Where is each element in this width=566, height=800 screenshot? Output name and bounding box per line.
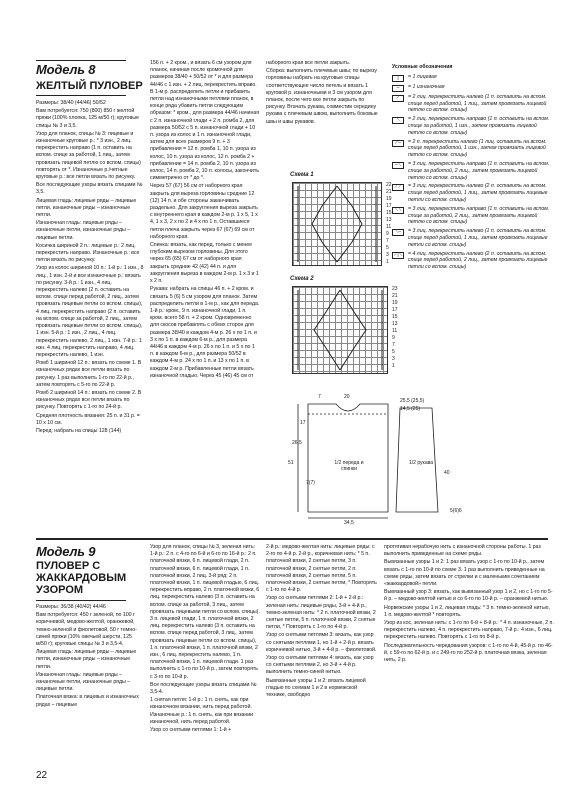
text-paragraph: Вывязанные узоры 1 и 2: вязать лицевой гладью по схемам 1 и 2 в норвежской технике, свободно (266, 677, 366, 699)
legend-row: ⟍ = 2 лиц. перекрестить направо (1 п. оставить на вспом. спице за работой, 1 изн., затем провязать лицевой петлю со вспом. спицы) (392, 116, 552, 136)
model8-column-1 (36, 100, 144, 532)
dimension-label: 34,5 (344, 520, 354, 526)
dimension-label: 25,5 (25,5) (400, 398, 425, 404)
legend-row: – = 1 изнаночная (392, 84, 552, 92)
text-paragraph: Через 57 (67) 56 см от наборного края закрыть для выреза горловины средние 12 (12) 14 п. и обе стороны заканчивать раздельно. Для закругления выреза закрыть с внутреннего края в каждом 2-м р. 1 х 5, 1 х 4, 1 х 3, 2 х по 2 и 4 х по 1 п. Оставшиеся петли плеча закрыть через 67 (67) 69 см от наборного края. (150, 183, 258, 240)
text-paragraph: Перед: набрать на спицы 128 (144) (36, 427, 122, 434)
section-divider (36, 538, 548, 540)
text-paragraph: Размеры: 36/38 (40/42) 44/46 (36, 604, 106, 610)
text-paragraph: Спинка: вязать, как перед, только с менее глубоким вырезом горловины. Для этого через 65 (65) 67 см от наборного края закрыть средние 42 (42) 44 п. и для закругления выреза в каждом 2-м р. 1 x 3 и 1 x 2 п. (150, 242, 259, 285)
text-paragraph: Узор из колос шириной 10 п.: 1-й р.: 1 изн., 8 лиц., 1 изн. 2-й и все изнаночные р.: вязать по рисунку. 3-й р.: 1 изн., 4 лиц. перекрестить налево (2 п. оставить на вспом. спице перед работой, 2 лиц., затем провязать лицевые петли со вспом. спицы), 4 лиц. перекрестить направо (2 п. оставить на вспом. спице за работой, 2 лиц., затем провязать лицевые петли со вспом. спицы), 1 изн. 5-й р.: 1 изн., 2 лиц., 4 лиц. перекрестить налево, 2 лиц., 1 изн. 7-й р.: 1 изн. 4 лиц. перекрестить направо, 4 лиц. перекрестить налево, 1 изн. (36, 265, 144, 358)
dimension-label: 20 (344, 394, 350, 400)
garment-schematic (288, 384, 458, 524)
text-paragraph: Изнаночная гладь: лицевые ряды – изнаночные петли, изнаночные ряды – лицевые петли. (36, 671, 131, 693)
dimension-label: 14,5 (25) (400, 406, 421, 412)
stitch-symbol-icon: ⟍ (392, 117, 404, 124)
text-paragraph: Вам потребуется: 450 г зеленой, по 100 г коричневой, медово-желтой, оранжевой, темно-зеленой и фиолетовой, 50 г темно-синей пряжи (10% овечьей шерсти, 125 м/50 г); круговые спицы № 3 и 3,5-4. (36, 612, 137, 648)
stitch-symbol-icon: – (392, 85, 404, 92)
model8-column-3 (266, 60, 380, 170)
text-paragraph: Рукава: набрать на спицы 46 п. + 2 кром. и связать 5 (6) 5 см узором для планок. Затем распределить петли в 1-м р., как для переда. 1-й р.: кром., 9 п. изнаночной глади, 1 п. кром. всего 58 п. + 2 кром. Одновременно для скосов прибавлять с обеих сторон для размера 38/40 в каждом 4-м р. 26 x по 1 п. и 3 x по 1 п. в каждом 6-м р., для размера 44/46 в каждом 4-м р. 26 x по 1 п. и 5 x по 1 п. в каждом 6-м р., для размера 50/52 в каждом 4-м р. 24 x по 1 п. и 13 x по 1 п. в каждом 2-м р. Прибавленные петли вязать изнаночной гладью. Через 45 (46) 45 см от (150, 286, 260, 379)
text-paragraph: Узор со снятыми петлями 2: 1-й + 2-й р.: зеленая нить: лицевые ряды, 3-й + 4-й р., темно-зеленая нить: * 2 п. платочной вязки, 2 снятые петли, 5 п. платочной вязки, 2 снятые петли, * Повторять с 1-го по 4-й р. (266, 595, 376, 631)
model9-column-2 (150, 544, 260, 754)
legend-row: –⟍ = 3 лиц. перекрестить направо (1 п. оставить на вспом. спице за работой, 2 лиц., затем провязать лицевой петлю со вспом. спицы) (392, 161, 552, 181)
schema2-label: Схема 2 (290, 276, 314, 282)
dimension-label: 7 (318, 394, 321, 400)
dimension-label: 26,5 (292, 440, 302, 446)
schema2-pattern (292, 286, 388, 374)
stitch-symbol-icon: | (392, 75, 404, 82)
text-paragraph: Все последующие узоры вязать спицами № 3,5-4. (150, 681, 257, 696)
legend-row: ⟋|⟍ = 4 лиц. перекрестить налево (2 п. оставить на вспом. спице перед работой, 2 лиц., затем провязать лицевые петли со вспом. спицы) (393, 250, 548, 271)
dimension-label: 51 (288, 460, 294, 466)
dimension-label: 17 (300, 420, 306, 426)
stitch-symbol-icon: ⟋⟋ (392, 184, 404, 191)
stitch-symbol-icon: ⟍⟍ (392, 207, 404, 214)
text-paragraph: Размеры: 38/40 (44/46) 50/52 (36, 100, 106, 106)
model9-label: Модель 9 (36, 544, 96, 559)
stitch-symbol-icon: ⟋– (392, 140, 404, 147)
text-paragraph: 1 снятая петля: 1-й р.: 1 п. снять, как при изнаночном вязании, нить перед работой. Изнаночные р.: 1 п. снять, как при вязании изнаночной, нить перед работой. (150, 697, 254, 725)
model9-column-3 (266, 544, 378, 754)
stitch-symbol-icon: ⟋|⟍ (393, 251, 403, 258)
text-paragraph: наборного края все петли закрыть. (266, 60, 351, 66)
text-paragraph: 2-й р.: медово-желтая нить: лицевые ряды: с 2-го по 4-й р. 2-й р., коричневая нить: * 5 п. платочной вязки, 2 снятые петли, 3 п. платочной вязки, 2 снятые петли, 2 п. платочной вязки, 2 снятые петли, 5 п. платочной вязки, 2 снятые петли, * Повторять с 1-го по 4-й р. (266, 544, 377, 594)
text-paragraph: Ромб 1 шириной 12 п.: вязать по схеме 1. В изнаночных рядах все петли вязать по рисунку. 1 раз выполнить 1-го по 22-й р., затем повторять с 5-го по 22-й р. (36, 360, 142, 388)
header-rule-top (36, 60, 126, 61)
model9-column-4 (384, 544, 554, 754)
model8-label: Модель 8 (36, 62, 96, 77)
text-paragraph: Норвежские узоры 1 и 2, лицевая гладь: * 3 п. темно-зеленой нитью, 1 п. медово-желтой * повторять. (384, 604, 550, 618)
text-paragraph: Ромб 2 шириной 14 п.: вязать по схеме 2. В изнаночных рядах все петли вязать по рисунку. Повторять с 1-го по 24-й р. (36, 389, 142, 411)
text-paragraph: Узор для планок, спицы № 3: лицевые и изнаночные круговые р.: * 3 изн., 2 лиц. перекрестить направо (1 п. оставить на вспом. спице за работой, 1 лиц., затем провязать лицевой петлю со вспом. спицы) повторять от *. Изнаночные р./четные круговые р.: все петли вязать по рисунку. (36, 130, 141, 181)
text-paragraph: Узор из кос, зеленая нить: с 1-го по 6-й + 8-й р.: * 4 п. изнаночные, 2 п. перекрестить налево, 4 п. перекрестить направо, 7-й р.: 4 изн., 6 лиц. перекрестить налево. Повторять с 1-го по 8-й р. (384, 620, 554, 641)
text-paragraph: Все последующие узоры вязать спицами № 3,5. (36, 182, 143, 196)
text-paragraph: Косичка шириной 2 п.: лицевые р.: 2 лиц. перекрестить направо. Изнаночные р.: все петли вязать по рисунку. (36, 242, 140, 264)
text-paragraph: Узор со снятыми петлями 3: вязать, как узор со снятыми петлями 1, но 1-й + 2-й р. вязать коричневой нитью, 3-й + 4-й р. – фиолетовой. (266, 632, 377, 653)
model9-column-1 (36, 604, 144, 754)
stitch-symbol-icon: –⟍ (392, 162, 404, 169)
text-paragraph: Вам потребуется: 750 (800) 850 г желтой пряжи (100% хлопка, 125 м/50 г); круговые спицы № 3 и 3,5. (36, 108, 139, 129)
schema1-label: Схема 1 (290, 172, 314, 178)
text-paragraph: Вывязанные узоры 1 и 2: 1 раз вязать узор с 1-го по 10-й р., затем вязать с 1-го по 10-й по схеме 3. 1 раз выполнить приведенные на схеме ряды, затем вязать от стрелки и с маленьким сочетанием «жаккардовой» петли. (384, 559, 545, 588)
model8-title: ЖЕЛТЫЙ ПУЛОВЕР (36, 80, 143, 92)
sleeve-label: 1/2 рукава (408, 460, 434, 466)
dimension-label: 7(7) (306, 480, 315, 486)
text-paragraph: Средняя плотность вязания: 25 п. и 31 р. = 10 x 10 см. (36, 412, 140, 426)
text-paragraph: Изнаночная гладь: лицевые ряды – изнаночные петли, изнаночные ряды – лицевые петли. (36, 220, 131, 241)
header-rule-bottom (36, 600, 126, 601)
page-number: 22 (36, 770, 48, 781)
header-rule-bottom (36, 95, 126, 96)
text-paragraph: Платочная вязка: в лицевых и изнаночных рядах – лицевые (36, 694, 139, 708)
schema1-pattern (292, 182, 382, 266)
legend (392, 64, 552, 273)
dimension-label: 40 (444, 470, 450, 476)
stitch-symbol-icon: ⟋ (392, 95, 404, 102)
legend-title: Условные обозначения (392, 64, 453, 70)
text-paragraph: Узор со снятыми петлями 1: 1-й + (150, 727, 232, 734)
stitch-symbol-icon: ⟍– (392, 229, 404, 236)
dimension-label: 5(6)6 (450, 508, 462, 514)
text-paragraph: протягивая нерабочую нить с изнаночной стороны работы. 1 раз выполнить приведенные на схеме ряды. (384, 544, 541, 558)
legend-row: ⟍⟍ = 3 лиц. перекрестить направо (1 п. оставить на вспом. спице за работой, 2 лиц., затем провязать лицевой петлю со вспом. спицы) (392, 206, 552, 226)
text-paragraph: Сборка: выполнить плечевые швы; по вырезу горловины набрать на круговые спицы соответствующее число петель и вязать 1 круговой р. изнаночными и 3 см узором для планок, после чего все петли закрыть по рисунку. Втачать рукава, совместив середину рукава с плечевым швом, выполнить боковые швы и швы рукавов. (266, 68, 378, 125)
text-paragraph: Узор со снятыми петлями 4: вязать, как узор со снятыми петлями 2, но 3-й + 4-й р. выполнить темно-синей нитью. (266, 655, 374, 676)
text-paragraph: Последовательность чередования узоров: с 1-го по 4-й, 45-й р. по 46-й, с 59-го по 62-й р. и с 249-го по 252-й р. платочная вязка, зеленая нить, 2 р. (384, 642, 553, 664)
text-paragraph: Лицевая гладь: лицевые ряды – лицевые петли, изнаночные ряды – изнаночные петли. (36, 649, 137, 670)
legend-row: ⟍– = 3 лиц. перекрестить налево (1 п. оставить на вспом. спице перед работой, 1 лиц., затем провязать лицевые петли со вспом. спицы) (392, 228, 552, 248)
text-paragraph: Узор для планок, спицы № 3, зеленая нить: 1-й р.: 2 п. с 4-го по 6-й и 6-го по 16-й р.: 2 п. платочной вязки, 6 п. лицевой глади, 2 п. платочной вязки, 6 п. лицевой глади, 1 п. платочной вязки, 2 лиц. 3-й ряд: 2 п. платочной вязки, 1 п. лицевой гладью, 6 лиц. перекрестить вправо, 2 п. платочной вязки, 6 лиц. перекрестить налево (3 п. оставить на вспом. спице за работой, 3 лиц., затем провязать лицевыми петли со вспом. спицы). 3 п. лицевой глади, 1 п. платочной вязки, 2 лиц. перекрестить налево (3 п. оставить на вспом. спице перед работой, 3 лиц., затем провязать лицевые петли со вспом. спицы), 1 п. платочной вязки, 1 п. платочной вязки, 2 изн., 6 лиц. перекрестить налево, 1 п. платочной вязки, 1 п. лицевой глади. 1 раз выполнить с 1-го по 10-й р., затем повторять с 3-го по 10-й р. (150, 544, 260, 680)
legend-row: ⟋⟋ = 3 лиц. перекрестить налево (2 п. оставить на вспом. спице перед работой, 1 лиц., затем провязать лицевые петли со вспом. спицы) (392, 183, 552, 203)
model8-column-2 (150, 60, 260, 532)
legend-row: | = 1 лицевая (392, 74, 552, 82)
text-paragraph: 156 п. + 2 кром., и вязать 6 см узором для планок, начиная после кромочной для размеров 38/40 + 50/52 от * и для размера 44/46 с 1 изн. + 2 лиц. перекрестить вправо. В 1-м р. распределить петли и прибавить петли над изнаночными петлями планок, в конце ряда убавить петли следующим образом: * кром., для размера 44/46 начиная с 2 п. изнаночной глади + 2 п. ромба 2, для размера 50/52 с 5 п. изнаночной глади + 10 п. узора из колос и 1 п. изнаночной глади, затем для всех размеров 9 п. + 3 прибавления = 12 п. ромба 1, 10 п. узора из колос, 10 п. узора из колос, 12 п. ромба 2 + прибавление = 14 п. ромба 2, 10 п. узора из колос, 14 п. ромба 2, 10 п. колосы, закончить симметрично от * до *. (150, 60, 260, 182)
schema2-row-numbers: 23 21 19 17 15 13 11 9 7 5 3 1 (392, 286, 398, 369)
text-paragraph: Лицевая гладь: лицевые ряды – лицевые петли, изнаночные ряды – изнаночные петли. (36, 197, 137, 219)
legend-row: ⟋ = 2 лиц. перекрестить налево (1 п. оставить на вспом. спице перед работой, 1 лиц., затем провязать лицевой петлю со вспом. спицы) (392, 94, 552, 114)
legend-row: ⟋– = 2 п. перекрестить налево (1 лиц. оставить на вспом. спице перед работой, 1 изн., затем провязать лицевой петлю со вспом. спицы) (392, 139, 552, 159)
schema1-row-numbers: 22 21 19 17 15 13 11 9 7 5 3 1 (386, 182, 392, 265)
model9-title: ПУЛОВЕР С ЖАККАРДОВЫМ УЗОРОМ (36, 560, 127, 596)
text-paragraph: Вывязанный узор 3: вязать, как вывязанный узор 1 и 2, но с 1-го по 5-й р. – медово-желтой нитью и со 6-го по 10-й р. – оранжевой нитью. (384, 589, 553, 603)
front-back-label: 1/2 переда и спинки (334, 460, 364, 472)
